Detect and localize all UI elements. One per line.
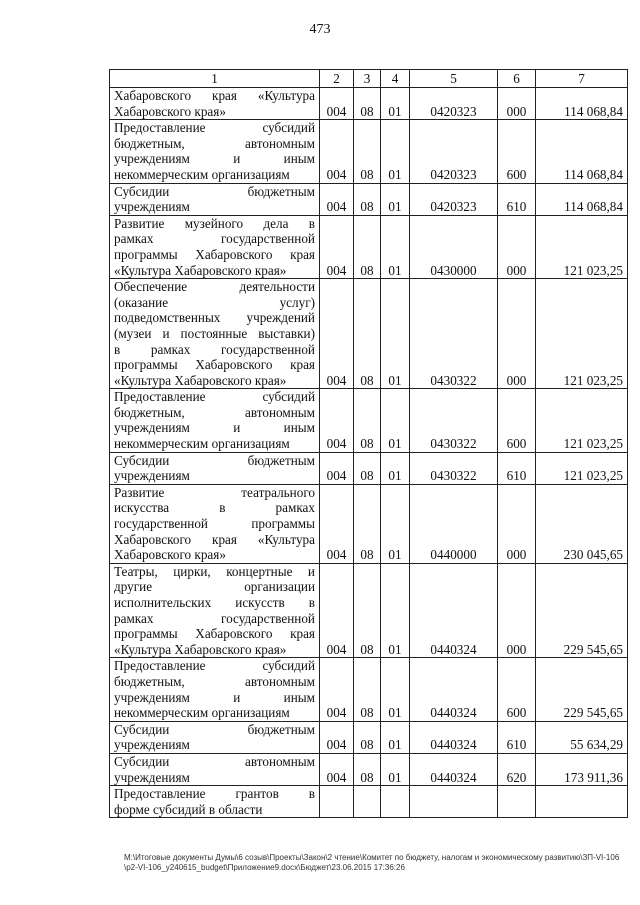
item-name-cell [110, 563, 320, 658]
item-name-line: Хабаровского края «Культура [114, 531, 315, 547]
section-code-cell [354, 786, 381, 818]
item-name-line: Субсидии бюджетным [114, 721, 315, 737]
target-article-cell: 0430322 [410, 452, 498, 484]
table-row [110, 279, 628, 389]
item-name-line: программы Хабаровского края [114, 626, 315, 642]
table-row [110, 484, 628, 563]
item-name-line: бюджетным, автономным [114, 673, 315, 689]
expense-type-cell: 610 [498, 183, 536, 215]
ministry-code-cell: 004 [320, 721, 354, 753]
item-name-line: в рамках государственной [114, 341, 315, 357]
table-row [110, 658, 628, 721]
item-name-cell [110, 721, 320, 753]
item-name-line: форме субсидий в области [114, 801, 263, 817]
file-path-footer: M:\Итоговые документы Думы\6 созыв\Проекты\Закон\2 чтение\Комитет по бюджету, налогам и экономическому развитию\ЗП-VI-106\р2-VI-106_у240615_budget\Приложение9.docx\Бюджет\23.06.2015 17:36:26 [124, 853, 620, 872]
target-article-cell: 0420323 [410, 88, 498, 120]
item-name-line: рамках государственной [114, 610, 315, 626]
expense-type-cell: 610 [498, 721, 536, 753]
amount-cell: 173 911,36 [536, 753, 628, 785]
item-name-cell [110, 658, 320, 721]
item-name-line: бюджетным, автономным [114, 404, 315, 420]
subsection-code-cell: 01 [381, 183, 410, 215]
header-col-7: 7 [536, 70, 628, 88]
item-name-cell [110, 120, 320, 183]
table-row [110, 389, 628, 452]
item-name-line: Предоставление грантов в [114, 786, 315, 802]
item-name-line: подведомственных учреждений [114, 310, 315, 326]
item-name-line: Хабаровского края» [114, 547, 226, 563]
expense-type-cell: 000 [498, 484, 536, 563]
amount-cell: 55 634,29 [536, 721, 628, 753]
amount-cell: 121 023,25 [536, 215, 628, 278]
expense-type-cell: 000 [498, 88, 536, 120]
ministry-code-cell: 004 [320, 484, 354, 563]
section-code-cell: 08 [354, 452, 381, 484]
header-col-2: 2 [320, 70, 354, 88]
budget-table [109, 69, 628, 818]
amount-cell: 121 023,25 [536, 389, 628, 452]
item-name-cell [110, 183, 320, 215]
item-name-cell [110, 452, 320, 484]
item-name-cell [110, 389, 320, 452]
amount-cell: 121 023,25 [536, 452, 628, 484]
item-name-line: Развитие театрального [114, 484, 315, 500]
table-row [110, 721, 628, 753]
ministry-code-cell: 004 [320, 120, 354, 183]
item-name-line: другие организации [114, 579, 315, 595]
ministry-code-cell: 004 [320, 389, 354, 452]
section-code-cell: 08 [354, 658, 381, 721]
subsection-code-cell: 01 [381, 215, 410, 278]
item-name-line: Предоставление субсидий [114, 658, 315, 674]
section-code-cell: 08 [354, 563, 381, 658]
subsection-code-cell: 01 [381, 88, 410, 120]
item-name-line: Хабаровского края» [114, 103, 226, 119]
header-col-3: 3 [354, 70, 381, 88]
item-name-line: Театры, цирки, концертные и [114, 563, 315, 579]
item-name-line: учреждениям [114, 468, 190, 484]
expense-type-cell: 600 [498, 658, 536, 721]
item-name-line: учреждениям [114, 199, 190, 215]
item-name-line: Субсидии автономным [114, 753, 315, 769]
item-name-line: некоммерческим организациям [114, 436, 290, 452]
page-number: 473 [309, 22, 331, 37]
table-row [110, 215, 628, 278]
subsection-code-cell: 01 [381, 120, 410, 183]
item-name-line: Развитие музейного дела в [114, 215, 315, 231]
item-name-line: Предоставление субсидий [114, 120, 315, 136]
section-code-cell: 08 [354, 753, 381, 785]
item-name-line: программы Хабаровского края [114, 357, 315, 373]
section-code-cell: 08 [354, 484, 381, 563]
table-row [110, 120, 628, 183]
table-row [110, 452, 628, 484]
ministry-code-cell [320, 786, 354, 818]
item-name-line: Субсидии бюджетным [114, 183, 315, 199]
expense-type-cell [498, 786, 536, 818]
item-name-line: Обеспечение деятельности [114, 279, 315, 295]
item-name-cell [110, 484, 320, 563]
target-article-cell: 0440000 [410, 484, 498, 563]
item-name-line: рамках государственной [114, 231, 315, 247]
table-body [110, 88, 628, 818]
expense-type-cell: 610 [498, 452, 536, 484]
target-article-cell: 0430322 [410, 279, 498, 389]
item-name-line: исполнительских искусств в [114, 595, 315, 610]
section-code-cell: 08 [354, 215, 381, 278]
subsection-code-cell: 01 [381, 389, 410, 452]
amount-cell: 229 545,65 [536, 563, 628, 658]
section-code-cell: 08 [354, 88, 381, 120]
ministry-code-cell: 004 [320, 279, 354, 389]
amount-cell: 229 545,65 [536, 658, 628, 721]
expense-type-cell: 000 [498, 279, 536, 389]
expense-type-cell: 600 [498, 120, 536, 183]
header-col-6: 6 [498, 70, 536, 88]
subsection-code-cell: 01 [381, 658, 410, 721]
target-article-cell: 0440324 [410, 721, 498, 753]
item-name-line: государственной программы [114, 516, 315, 532]
item-name-line: (музеи и постоянные выставки) [114, 325, 315, 341]
table-row [110, 786, 628, 818]
subsection-code-cell: 01 [381, 484, 410, 563]
target-article-cell: 0420323 [410, 120, 498, 183]
item-name-cell [110, 786, 320, 818]
amount-cell: 114 068,84 [536, 88, 628, 120]
item-name-line: программы Хабаровского края [114, 246, 315, 262]
item-name-line: Хабаровского края «Культура [114, 88, 315, 103]
item-name-line: искусства в рамках [114, 500, 315, 516]
item-name-line: некоммерческим организациям [114, 166, 290, 182]
section-code-cell: 08 [354, 279, 381, 389]
item-name-line: «Культура Хабаровского края» [114, 262, 287, 278]
subsection-code-cell [381, 786, 410, 818]
item-name-line: некоммерческим организациям [114, 705, 290, 721]
subsection-code-cell: 01 [381, 279, 410, 389]
amount-cell: 121 023,25 [536, 279, 628, 389]
item-name-line: учреждениям [114, 737, 190, 753]
item-name-line: Предоставление субсидий [114, 389, 315, 405]
table-row [110, 563, 628, 658]
amount-cell: 114 068,84 [536, 183, 628, 215]
subsection-code-cell: 01 [381, 452, 410, 484]
expense-type-cell: 000 [498, 563, 536, 658]
target-article-cell: 0440324 [410, 563, 498, 658]
item-name-cell [110, 753, 320, 785]
ministry-code-cell: 004 [320, 753, 354, 785]
table-row [110, 183, 628, 215]
section-code-cell: 08 [354, 183, 381, 215]
table-row [110, 88, 628, 120]
item-name-line: бюджетным, автономным [114, 135, 315, 151]
item-name-line: «Культура Хабаровского края» [114, 641, 287, 657]
table-row [110, 753, 628, 785]
ministry-code-cell: 004 [320, 563, 354, 658]
section-code-cell: 08 [354, 389, 381, 452]
ministry-code-cell: 004 [320, 88, 354, 120]
item-name-line: (оказание услуг) [114, 294, 315, 310]
ministry-code-cell: 004 [320, 658, 354, 721]
ministry-code-cell: 004 [320, 452, 354, 484]
ministry-code-cell: 004 [320, 183, 354, 215]
item-name-line: учреждениям [114, 769, 190, 785]
header-col-1: 1 [110, 70, 320, 88]
section-code-cell: 08 [354, 120, 381, 183]
table-header-row [110, 70, 628, 88]
header-col-4: 4 [381, 70, 410, 88]
target-article-cell: 0440324 [410, 753, 498, 785]
item-name-line: Субсидии бюджетным [114, 452, 315, 468]
section-code-cell: 08 [354, 721, 381, 753]
item-name-cell [110, 279, 320, 389]
amount-cell: 114 068,84 [536, 120, 628, 183]
ministry-code-cell: 004 [320, 215, 354, 278]
item-name-line: учреждениям и иным [114, 420, 315, 436]
item-name-cell [110, 88, 320, 120]
amount-cell: 230 045,65 [536, 484, 628, 563]
subsection-code-cell: 01 [381, 753, 410, 785]
amount-cell [536, 786, 628, 818]
item-name-line: «Культура Хабаровского края» [114, 372, 287, 388]
header-col-5: 5 [410, 70, 498, 88]
item-name-line: учреждениям и иным [114, 151, 315, 167]
target-article-cell: 0430322 [410, 389, 498, 452]
item-name-line: учреждениям и иным [114, 689, 315, 705]
target-article-cell: 0440324 [410, 658, 498, 721]
target-article-cell: 0430000 [410, 215, 498, 278]
target-article-cell: 0420323 [410, 183, 498, 215]
subsection-code-cell: 01 [381, 563, 410, 658]
expense-type-cell: 600 [498, 389, 536, 452]
expense-type-cell: 000 [498, 215, 536, 278]
expense-type-cell: 620 [498, 753, 536, 785]
subsection-code-cell: 01 [381, 721, 410, 753]
target-article-cell [410, 786, 498, 818]
item-name-cell [110, 215, 320, 278]
